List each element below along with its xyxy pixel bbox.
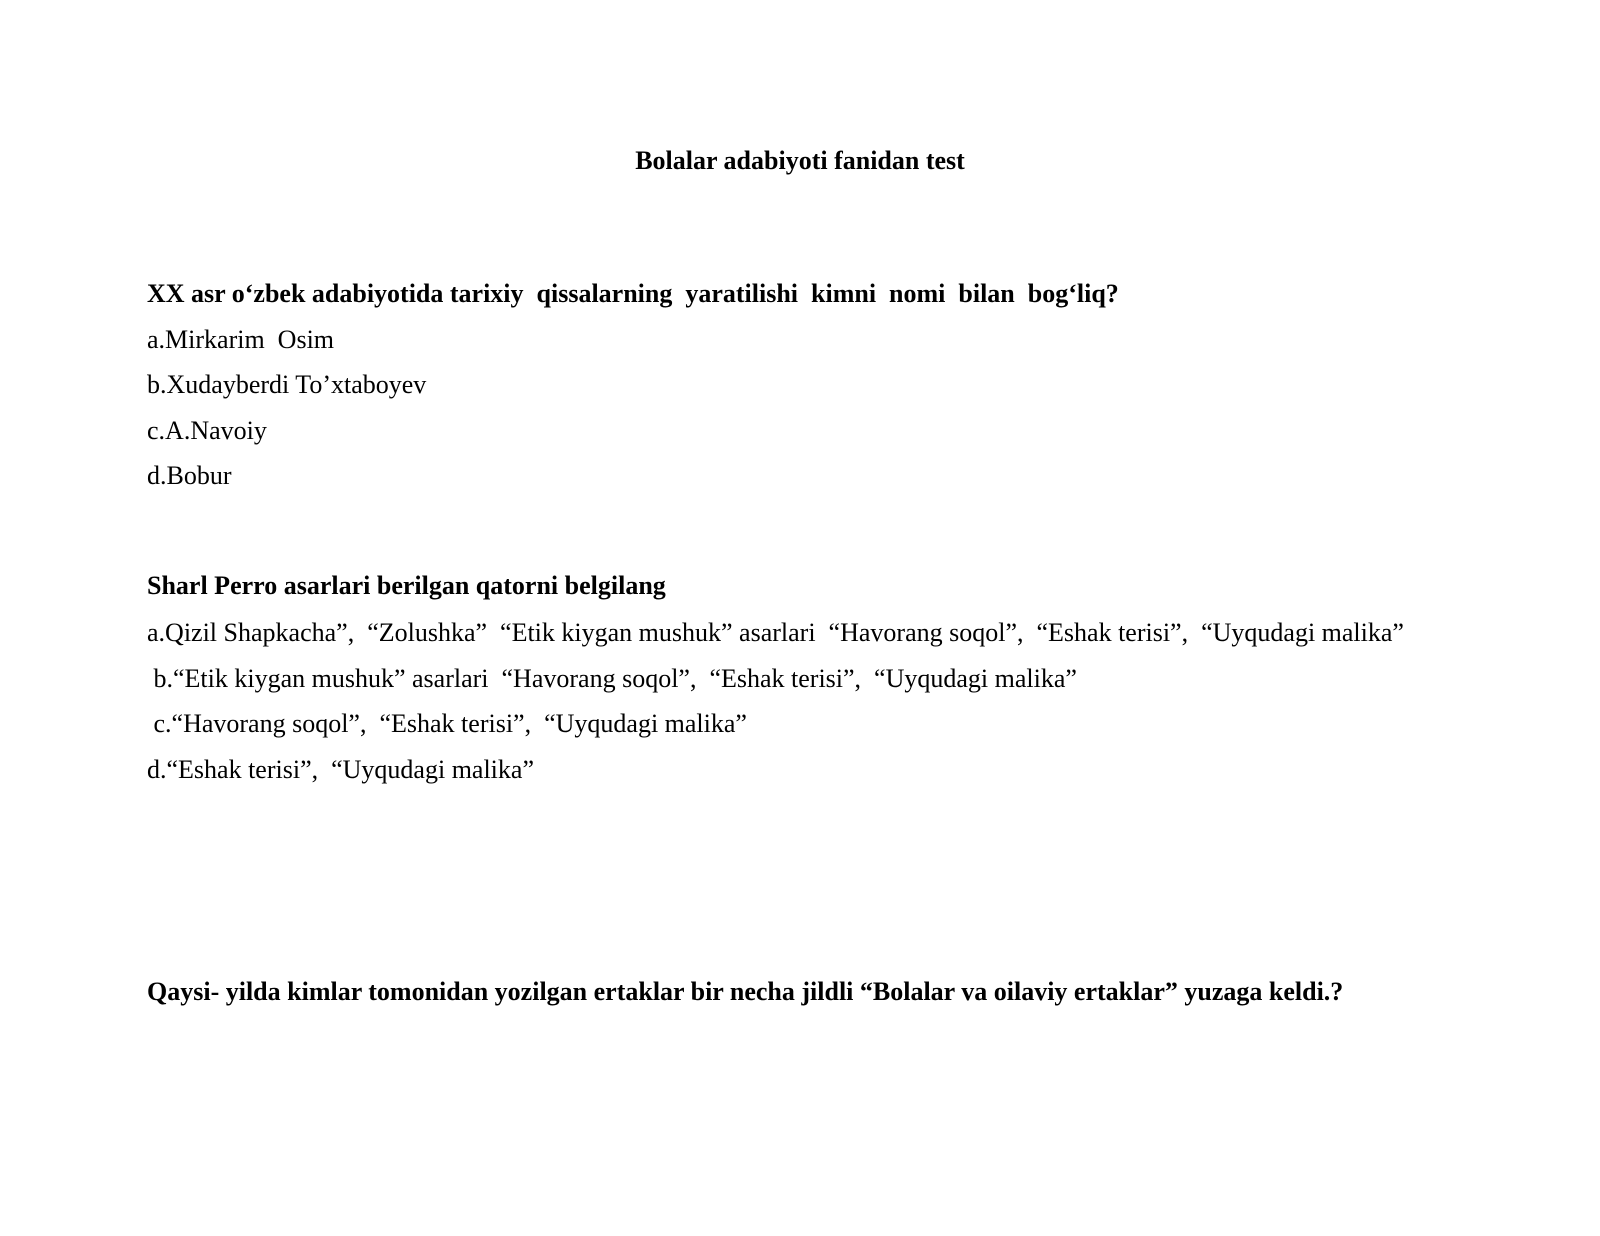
answer-option-b: b.“Etik kiygan mushuk” asarlari “Havorang soqol”, “Eshak terisi”, “Uyqudagi malika” [147, 663, 1077, 693]
answer-option-d: d.Bobur [147, 461, 232, 490]
answer-option-c: c.“Havorang soqol”, “Eshak terisi”, “Uyqudagi malika” [147, 709, 747, 738]
question-block [147, 563, 1447, 792]
page-title: Bolalar adabiyoti fanidan test [635, 146, 965, 175]
question-block [147, 968, 1447, 1016]
question-text: XX asr o‘zbek adabiyotida tarixiy qissalarning yaratilishi kimni nomi bilan bog‘liq? [147, 279, 1119, 308]
question-text: Qaysi- yilda kimlar tomonidan yozilgan ertaklar bir necha jildli “Bolalar va oilaviy ertaklar” yuzaga keldi.? [147, 977, 1344, 1006]
answer-option-a: a.Qizil Shapkacha”, “Zolushka” “Etik kiygan mushuk” asarlari “Havorang soqol”, “Eshak terisi”, “Uyqudagi malika” [147, 617, 1404, 647]
question-block [147, 271, 1447, 499]
answer-option-d: d.“Eshak terisi”, “Uyqudagi malika” [147, 754, 534, 784]
answer-option-a: a.Mirkarim Osim [147, 324, 335, 354]
question-text: Sharl Perro asarlari berilgan qatorni belgilang [147, 571, 666, 600]
answer-option-c: c.A.Navoiy [147, 415, 267, 445]
answer-option-b: b.Xudayberdi To’xtaboyev [147, 370, 427, 399]
